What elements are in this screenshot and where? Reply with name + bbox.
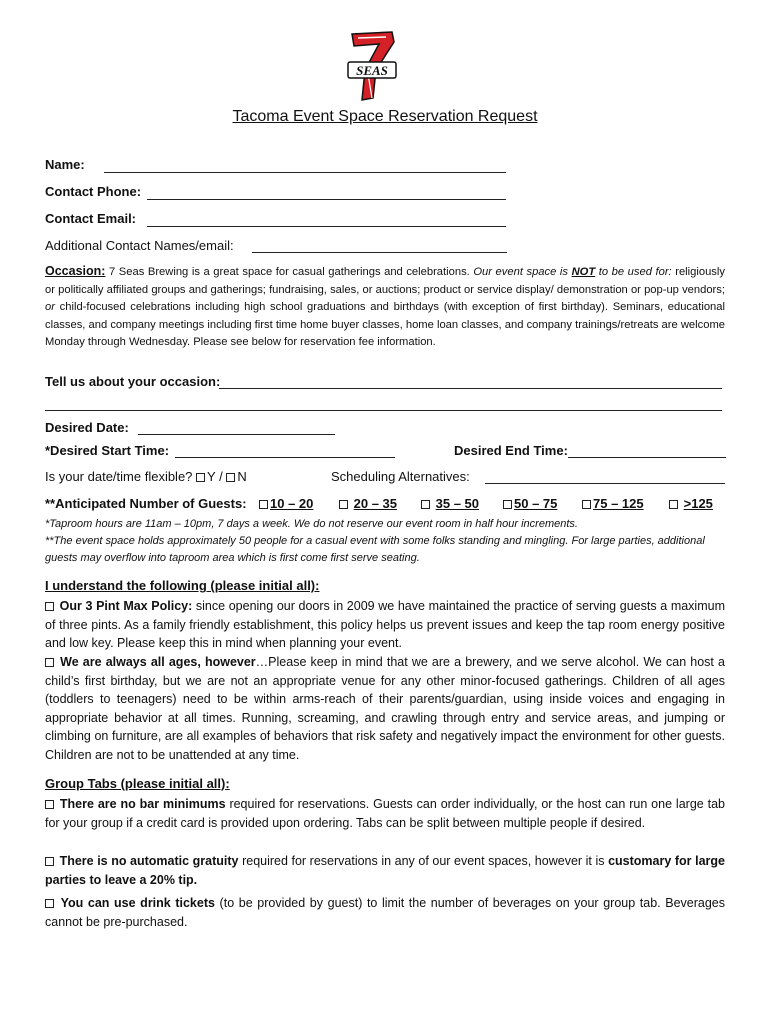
contact-email-field[interactable] [147,226,506,227]
guests-label: **Anticipated Number of Guests: [45,496,247,511]
guests-checkbox-icon[interactable] [259,500,268,509]
start-time-label: *Desired Start Time: [45,443,170,458]
bar-minimums-checkbox[interactable] [45,800,54,809]
flexible-no-checkbox[interactable] [226,473,235,482]
guests-checkbox-icon[interactable] [339,500,348,509]
seven-seas-logo-icon [346,30,398,102]
tell-us-field-line-1[interactable] [219,388,722,389]
drink-tickets-checkbox[interactable] [45,899,54,908]
guests-checkbox-icon[interactable] [669,500,678,509]
understand-heading: I understand the following (please initial all): [45,578,320,593]
start-time-field[interactable] [175,457,395,458]
guests-option-1[interactable]: 10 – 20 [259,496,313,511]
guests-option-5[interactable]: 75 – 125 [582,496,644,511]
tell-us-label: Tell us about your occasion: [45,374,221,389]
capacity-note: **The event space holds approximately 50 people for a casual event with some folks standing and mingling. For large parties, additional guests may overflow into taproom area which is first come first serve seating. [45,535,705,564]
bar-minimums-paragraph: There are no bar minimums required for reservations. Guests can order individually, or the host can run one large tab for your group if a credit card is provided upon ordering. Tabs can be split between multiple people if desired. [45,797,726,830]
name-label: Name: [45,157,85,172]
tell-us-field-line-2[interactable] [45,410,722,411]
taproom-hours-note: *Taproom hours are 11am – 10pm, 7 days a week. We do not reserve our event room in half hour increments. [45,518,578,530]
pint-policy-paragraph: Our 3 Pint Max Policy: since opening our doors in 2009 we have maintained the practice of serving guests a maximum of three pints. As a family friendly establishment, this policy helps us prevent issues and keep the tap room energy positive and low key. Please keep this in mind when planning your event. [45,599,725,651]
desired-date-field[interactable] [138,434,335,435]
drink-tickets-paragraph: You can use drink tickets (to be provided by guest) to limit the number of beverages on your group tab. Beverages cannot be pre-purchased. [45,896,725,929]
group-tabs-heading: Group Tabs (please initial all): [45,776,230,791]
not-emphasis: NOT [571,266,596,278]
page-title: Tacoma Event Space Reservation Request [232,108,538,125]
scheduling-alternatives-field[interactable] [485,483,725,484]
guests-option-4[interactable]: 50 – 75 [503,496,557,511]
all-ages-checkbox[interactable] [45,658,54,667]
guests-checkbox-icon[interactable] [503,500,512,509]
gratuity-paragraph: There is no automatic gratuity required for reservations in any of our event spaces, however it is customary for large parties to leave a 20% tip. [45,854,725,887]
additional-contacts-field[interactable] [252,252,507,253]
flexible-label: Is your date/time flexible? [45,469,193,484]
guests-checkbox-icon[interactable] [421,500,430,509]
name-field[interactable] [104,172,506,173]
end-time-label: Desired End Time: [454,443,568,458]
contact-phone-field[interactable] [147,199,506,200]
gratuity-checkbox[interactable] [45,857,54,866]
guests-option-3[interactable]: 35 – 50 [421,496,479,511]
guests-option-2[interactable]: 20 – 35 [339,496,397,511]
desired-date-label: Desired Date: [45,420,129,435]
end-time-field[interactable] [568,457,726,458]
all-ages-paragraph: We are always all ages, however…Please keep in mind that we are a brewery, and we serve alcohol. We can host a child’s first birthday, but we are not an appropriate venue for any other minor-focused gatherings. Children of all ages (toddlers to teenagers) need to be within arms-reach of their parents/guardian, using inside voices and engaging in appropriate behavior at all times. Running, screaming, and crawling through entry and service areas, and jumping or climbing on furniture, are all examples of behaviors that risk safety and negatively impact the environment for other guests. Children are not to be unattended at any time. [45,655,725,762]
logo [346,30,398,102]
additional-contacts-label: Additional Contact Names/email: [45,238,234,253]
flexible-yes-checkbox[interactable] [196,473,205,482]
contact-phone-label: Contact Phone: [45,184,142,199]
scheduling-alternatives-label: Scheduling Alternatives: [331,469,470,484]
pint-policy-checkbox[interactable] [45,602,54,611]
guests-option-6[interactable]: >125 [669,496,713,511]
contact-email-label: Contact Email: [45,211,137,226]
occasion-label: Occasion: [45,264,106,278]
guests-checkbox-icon[interactable] [582,500,591,509]
flexible-row: Is your date/time flexible? Y / N [45,469,247,484]
occasion-paragraph: Occasion: 7 Seas Brewing is a great space for casual gatherings and celebrations. Our event space is NOT to be used for: religiously or politically affiliated groups and gatherings; fundraising, sales, or auctions; product or service display/ demonstration or pop-up vendors; or child-focused celebrations including high school graduations and birthdays (with exception of first birthday). Seminars, educational classes, and company meetings including first time home buyer classes, home loan classes, and company trainings/retreats are welcome Monday through Wednesday. Please see below for reservation fee information. [45,264,725,348]
svg-text:SEAS: SEAS [356,63,388,78]
